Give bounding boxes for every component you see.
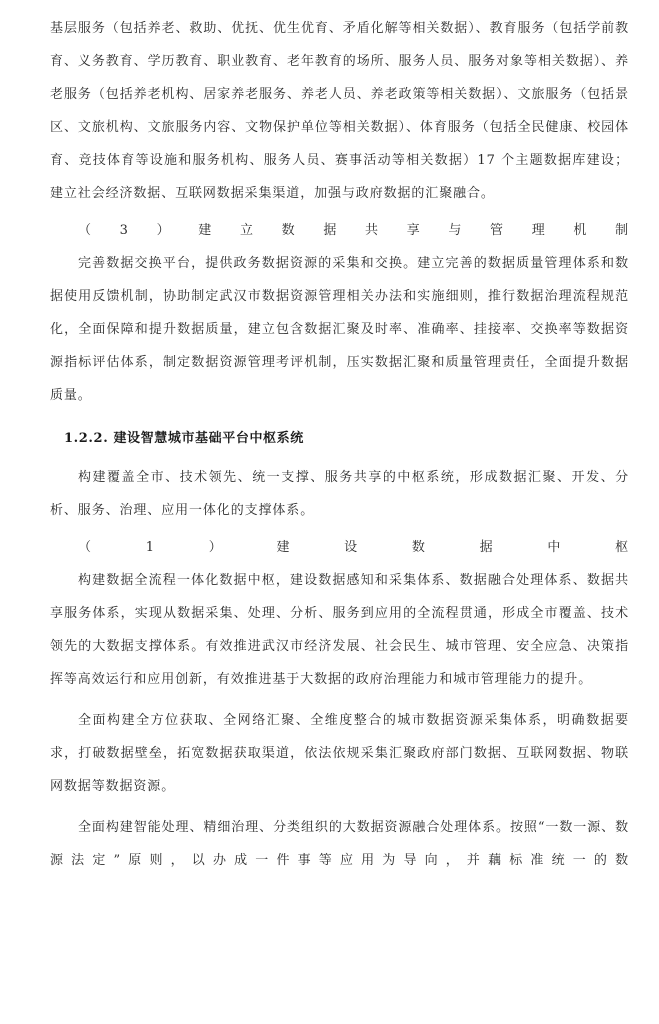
paragraph-fusion-system: 全面构建智能处理、精细治理、分类组织的大数据资源融合处理体系。按照“一数一源、数源法定”原则，以办成一件事等应用为导向，并藕标准统一的数 — [50, 820, 629, 868]
section-heading-1-2-2: 1.2.2. 建设智慧城市基础平台中枢系统 — [64, 431, 304, 446]
subheading-data-sharing: （3）建立数据共享与管理机制 — [78, 223, 629, 238]
paragraph-service-themes: 基层服务（包括养老、救助、优抚、优生优育、矛盾化解等相关数据）、教育服务（包括学前教育、义务教育、学历教育、职业教育、老年教育的场所、服务人员、服务对象等相关数据）、养老服务（包括养老机构、居家养老服务、养老人员、养老政策等相关数据）、文旅服务（包括景区、文旅机构、文旅服务内容、文物保护单位等相关数据）、体育服务（包括全民健康、校园体育、竞技体育等设施和服务机构、服务人员、赛事活动等相关数据）17 个主题数据库建设；建立社会经济数据、互联网数据采集渠道，加强与政府数据的汇聚融合。 — [50, 21, 629, 201]
subheading-data-hub: （1）建设数据中枢 — [78, 540, 629, 555]
paragraph-data-hub: 构建数据全流程一体化数据中枢，建设数据感知和采集体系、数据融合处理体系、数据共享服务体系，实现从数据采集、处理、分析、服务到应用的全流程贯通，形成全市覆盖、技术领先的大数据支撑体系。有效推进武汉市经济发展、社会民生、城市管理、安全应急、决策指挥等高效运行和应用创新，有效推进基于大数据的政府治理能力和城市管理能力的提升。 — [50, 573, 629, 687]
paragraph-collection-system: 全面构建全方位获取、全网络汇聚、全维度整合的城市数据资源采集体系，明确数据要求，打破数据壁垒，拓宽数据获取渠道，依法依规采集汇聚政府部门数据、互联网数据、物联网数据等数据资源。 — [50, 713, 629, 794]
paragraph-hub-system: 构建覆盖全市、技术领先、统一支撑、服务共享的中枢系统，形成数据汇聚、开发、分析、服务、治理、应用一体化的支撑体系。 — [50, 470, 629, 518]
paragraph-data-exchange: 完善数据交换平台，提供政务数据资源的采集和交换。建立完善的数据质量管理体系和数据使用反馈机制，协助制定武汉市数据资源管理相关办法和实施细则，推行数据治理流程规范化，全面保障和提升数据质量，建立包含数据汇聚及时率、准确率、挂接率、交换率等数据资源指标评估体系，制定数据资源管理考评机制，压实数据汇聚和质量管理责任，全面提升数据质量。 — [50, 256, 629, 403]
